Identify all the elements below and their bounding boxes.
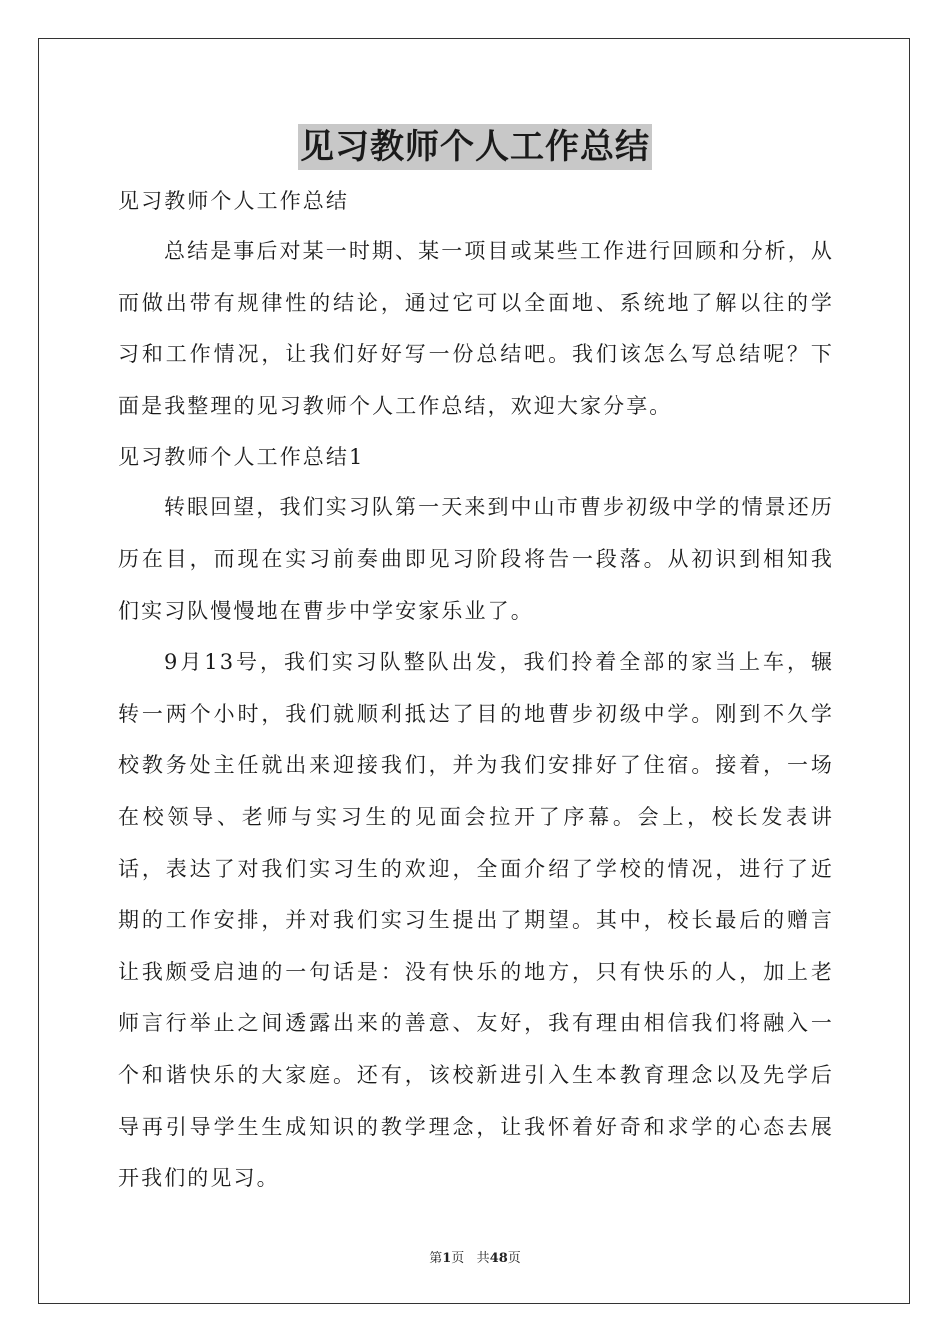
total-label-prefix: 共: [476, 1251, 490, 1266]
title-container: [0, 124, 950, 170]
page-number: 1: [442, 1251, 452, 1266]
document-body: [118, 176, 834, 1205]
body-paragraph: 转眼回望，我们实习队第一天来到中山市曹步初级中学的情景还历历在目，而现在实习前奏曲即见习阶段将告一段落。从初识到相知我们实习队慢慢地在曹步中学安家乐业了。: [118, 495, 834, 623]
page-label-suffix: 页: [451, 1251, 465, 1266]
page-label-prefix: 第: [429, 1251, 443, 1266]
total-pages: 48: [489, 1251, 508, 1266]
body-paragraph: 9月13号，我们实习队整队出发，我们拎着全部的家当上车，辗转一两个小时，我们就顺利抵达了目的地曹步初级中学。刚到不久学校教务处主任就出来迎接我们，并为我们安排好了住宿。接着，一场在校领导、老师与实习生的见面会拉开了序幕。会上，校长发表讲话，表达了对我们实习生的欢迎，全面介绍了学校的情况，进行了近期的工作安排，并对我们实习生提出了期望。其中，校长最后的赠言让我颇受启迪的一句话是：没有快乐的地方，只有快乐的人，加上老师言行举止之间透露出来的善意、友好，我有理由相信我们将融入一个和谐快乐的大家庭。还有，该校新进引入生本教育理念以及先学后导再引导学生生成知识的教学理念，让我怀着好奇和求学的心态去展开我们的见习。: [118, 650, 834, 1191]
intro-paragraph: 总结是事后对某一时期、某一项目或某些工作进行回顾和分析，从而做出带有规律性的结论，通过它可以全面地、系统地了解以往的学习和工作情况，让我们好好写一份总结吧。我们该怎么写总结呢？下面是我整理的见习教师个人工作总结，欢迎大家分享。: [118, 239, 834, 418]
document-subtitle: 见习教师个人工作总结: [118, 189, 349, 213]
document-title: 见习教师个人工作总结: [298, 124, 652, 170]
total-label-suffix: 页: [507, 1251, 521, 1266]
page-footer: [0, 1247, 950, 1266]
section-heading: 见习教师个人工作总结1: [118, 445, 365, 470]
